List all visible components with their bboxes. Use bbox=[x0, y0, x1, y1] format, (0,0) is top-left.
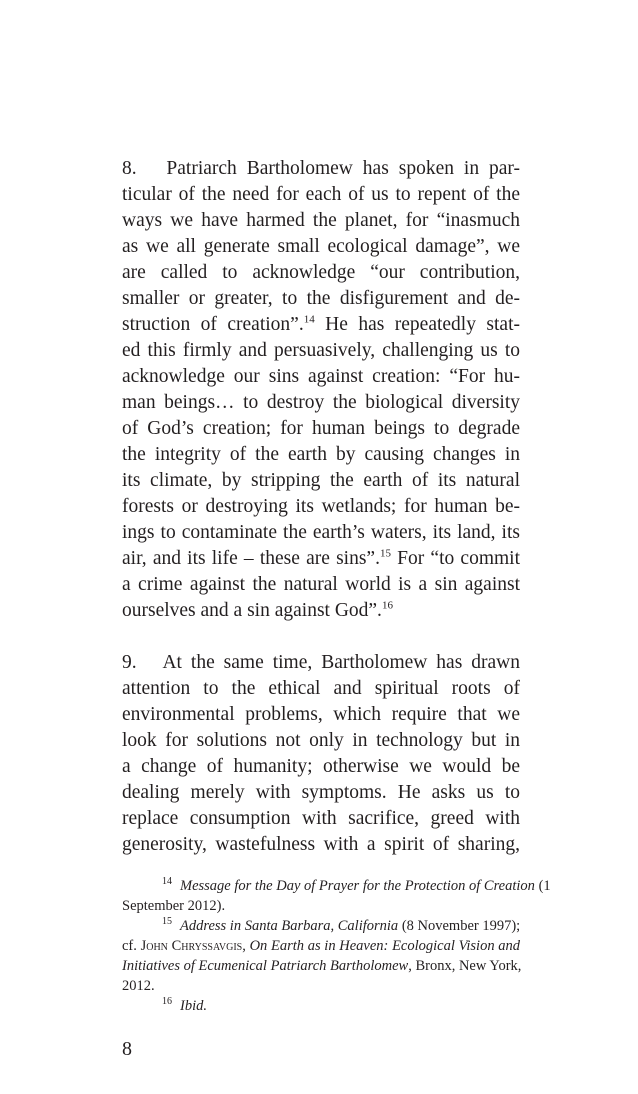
paragraph-9-line: attention to the ethical and spiritual roots of bbox=[122, 678, 520, 699]
paragraph-9-line: environmental problems, which require that we bbox=[122, 704, 520, 725]
paragraph-8-line: air, and its life – these are sins”.$^{15}$ For “to commit bbox=[122, 547, 520, 569]
paragraph-8-line: ed this firmly and persuasively, challenging us to bbox=[122, 340, 520, 361]
paragraph-8-line: acknowledge our sins against creation: “For hu- bbox=[122, 366, 520, 387]
paragraph-8-line: its climate, by stripping the earth of its natural bbox=[122, 470, 520, 491]
author-name: John Chryssavgis bbox=[140, 938, 243, 954]
paragraph-8-line: the integrity of the earth by causing changes in bbox=[122, 444, 520, 465]
paragraph-8-line: as we all generate small ecological damage”, we bbox=[122, 236, 520, 257]
footnote-15-cont: 2012. bbox=[122, 978, 155, 994]
paragraph-8-line: smaller or greater, to the disfigurement and de- bbox=[122, 288, 520, 309]
footnote-15-cont: Initiatives of Ecumenical Patriarch Bartholomew, Bronx, New York, bbox=[122, 958, 522, 974]
paragraph-9-line: replace consumption with sacrifice, greed with bbox=[122, 808, 520, 829]
footnote-ref-16[interactable]: 16 bbox=[381, 599, 393, 612]
paragraph-8-line: 8. Patriarch Bartholomew has spoken in par- bbox=[122, 158, 521, 179]
footnote-14-cont: September 2012). bbox=[122, 898, 226, 914]
paragraph-8-line: of God’s creation; for human beings to degrade bbox=[122, 418, 520, 439]
paragraph-9-line: a change of humanity; otherwise we would be bbox=[122, 756, 520, 777]
footnote-number: 15 bbox=[162, 916, 172, 928]
footnote-number: 16 bbox=[162, 996, 172, 1008]
paragraph-number: 8. bbox=[122, 158, 137, 179]
footnote-number: 14 bbox=[162, 876, 172, 888]
page-number: 8 bbox=[122, 1038, 132, 1060]
paragraph-number: 9. bbox=[122, 652, 137, 673]
paragraph-8-line: are called to acknowledge “our contribution, bbox=[122, 262, 520, 283]
paragraph-8-line: a crime against the natural world is a sin against bbox=[122, 574, 520, 595]
paragraph-8-line: ticular of the need for each of us to repent of the bbox=[122, 184, 520, 205]
footnote-14: $^{14}$ Message for the Day of Prayer for the Protection of Creation (1 bbox=[162, 876, 551, 894]
paragraph-8-line: struction of creation”.$^{14}$ He has repeatedly stat- bbox=[122, 313, 520, 335]
footnote-16: $^{16}$ Ibid. bbox=[162, 996, 207, 1014]
paragraph-9-line: look for solutions not only in technology but in bbox=[122, 730, 520, 751]
footnote-ref-15[interactable]: 15 bbox=[379, 547, 391, 560]
paragraph-8-line: ourselves and a sin against God”.$^{16}$ bbox=[122, 599, 393, 621]
paragraph-9-line: 9. At the same time, Bartholomew has drawn bbox=[122, 652, 520, 673]
footnote-ref-14[interactable]: 14 bbox=[303, 313, 315, 326]
paragraph-9-line: generosity, wastefulness with a spirit of sharing, bbox=[122, 834, 520, 855]
footnote-15-cont: cf. John Chryssavgis, On Earth as in Heaven: Ecological Vision and bbox=[122, 938, 521, 954]
paragraph-8-line: ways we have harmed the planet, for “inasmuch bbox=[122, 210, 520, 231]
paragraph-8-line: man beings… to destroy the biological diversity bbox=[122, 392, 520, 413]
paragraph-9-line: dealing merely with symptoms. He asks us to bbox=[122, 782, 520, 803]
paragraph-8-line: forests or destroying its wetlands; for human be- bbox=[122, 496, 520, 517]
paragraph-8-line: ings to contaminate the earth’s waters, its land, its bbox=[122, 522, 520, 543]
footnote-15: $^{15}$ Address in Santa Barbara, California (8 November 1997); bbox=[162, 916, 521, 934]
